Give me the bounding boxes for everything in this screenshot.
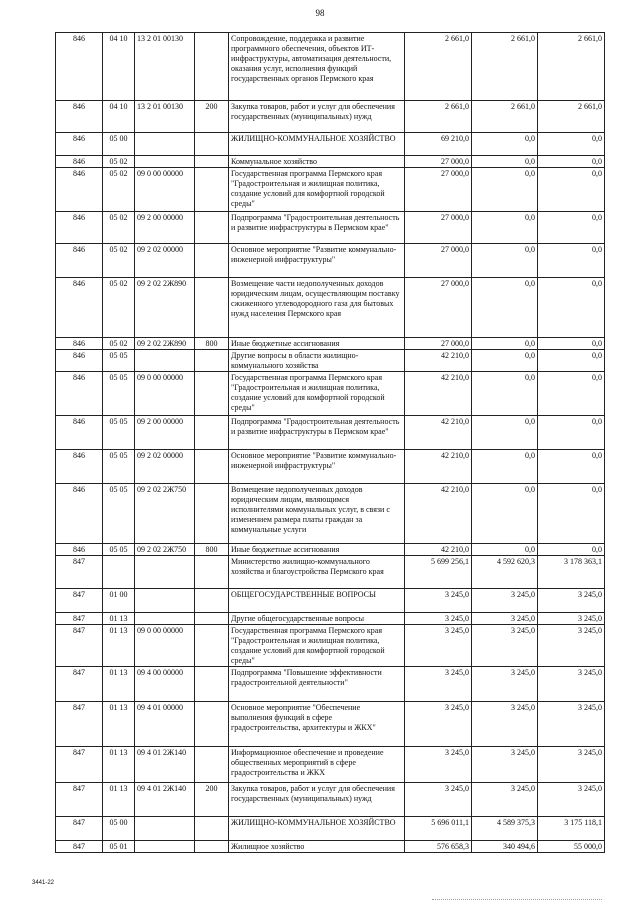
cell-amount-year1: 27 000,0 [405, 212, 472, 244]
cell-amount-year1: 27 000,0 [405, 278, 472, 338]
cell-amount-year1: 3 245,0 [405, 783, 472, 817]
cell-amount-year3: 55 000,0 [538, 841, 605, 853]
cell-code: 846 [56, 212, 103, 244]
cell-target-article: 13 2 01 00130 [135, 33, 195, 101]
table-row [56, 589, 605, 613]
cell-section: 05 02 [103, 156, 135, 168]
cell-code: 846 [56, 338, 103, 350]
cell-section: 01 00 [103, 589, 135, 613]
cell-amount-year2: 0,0 [472, 372, 538, 416]
cell-code: 846 [56, 544, 103, 556]
cell-expense-type [195, 168, 229, 212]
cell-amount-year2: 3 245,0 [472, 613, 538, 625]
cell-amount-year1: 3 245,0 [405, 613, 472, 625]
table-row [56, 783, 605, 817]
cell-amount-year1: 5 696 011,1 [405, 817, 472, 841]
table-row [56, 667, 605, 702]
cell-name: Подпрограмма "Повышение эффективности градостроительной деятельности" [229, 667, 405, 702]
cell-amount-year3: 3 245,0 [538, 589, 605, 613]
cell-name: Основное мероприятие "Развитие коммунально-инженерной инфраструктуры" [229, 244, 405, 278]
cell-target-article: 09 4 01 2Ж140 [135, 747, 195, 783]
cell-amount-year3: 0,0 [538, 278, 605, 338]
cell-name: Иные бюджетные ассигнования [229, 338, 405, 350]
cell-amount-year1: 27 000,0 [405, 156, 472, 168]
cell-amount-year2: 0,0 [472, 244, 538, 278]
cell-amount-year2: 2 661,0 [472, 33, 538, 101]
cell-name: Государственная программа Пермского края "Градостроительная и жилищная политика, создание условий для комфортной городской среды" [229, 625, 405, 667]
cell-amount-year1: 27 000,0 [405, 168, 472, 212]
cell-amount-year2: 0,0 [472, 168, 538, 212]
cell-section: 05 02 [103, 212, 135, 244]
cell-section: 05 00 [103, 133, 135, 156]
cell-section: 04 10 [103, 33, 135, 101]
cell-amount-year1: 3 245,0 [405, 589, 472, 613]
cell-code: 847 [56, 667, 103, 702]
cell-expense-type [195, 747, 229, 783]
cell-target-article: 09 0 00 00000 [135, 372, 195, 416]
cell-expense-type [195, 372, 229, 416]
cell-target-article: 09 2 02 2Ж750 [135, 484, 195, 544]
cell-amount-year3: 0,0 [538, 156, 605, 168]
cell-amount-year3: 3 245,0 [538, 702, 605, 747]
cell-amount-year1: 2 661,0 [405, 33, 472, 101]
table-row [56, 817, 605, 841]
cell-amount-year1: 42 210,0 [405, 416, 472, 450]
cell-amount-year1: 42 210,0 [405, 544, 472, 556]
cell-code: 846 [56, 101, 103, 133]
cell-name: ОБЩЕГОСУДАРСТВЕННЫЕ ВОПРОСЫ [229, 589, 405, 613]
table-row [56, 133, 605, 156]
cell-code: 846 [56, 244, 103, 278]
table-row [56, 350, 605, 372]
cell-amount-year3: 3 245,0 [538, 783, 605, 817]
cell-expense-type [195, 556, 229, 589]
cell-code: 847 [56, 747, 103, 783]
cell-amount-year3: 0,0 [538, 350, 605, 372]
cell-expense-type [195, 625, 229, 667]
cell-name: Информационное обеспечение и проведение общественных мероприятий в сфере градостроительства и ЖКХ [229, 747, 405, 783]
cell-expense-type: 800 [195, 338, 229, 350]
cell-amount-year1: 69 210,0 [405, 133, 472, 156]
cell-amount-year1: 42 210,0 [405, 372, 472, 416]
cell-name: Сопровождение, поддержка и развитие программного обеспечения, объектов ИТ-инфраструктуры, автоматизация деятельности, оказания услуг, исполнения функций государственных органов Пермского края [229, 33, 405, 101]
table-row [56, 484, 605, 544]
cell-amount-year2: 0,0 [472, 278, 538, 338]
cell-target-article: 09 2 02 00000 [135, 244, 195, 278]
cell-amount-year3: 0,0 [538, 338, 605, 350]
cell-code: 846 [56, 416, 103, 450]
budget-table [55, 32, 605, 853]
cell-amount-year2: 0,0 [472, 484, 538, 544]
table-row [56, 416, 605, 450]
cell-amount-year3: 0,0 [538, 416, 605, 450]
cell-section: 01 13 [103, 702, 135, 747]
cell-amount-year3: 0,0 [538, 544, 605, 556]
cell-amount-year2: 3 245,0 [472, 747, 538, 783]
cell-code: 847 [56, 625, 103, 667]
cell-code: 846 [56, 484, 103, 544]
table-row [56, 212, 605, 244]
cell-name: Закупка товаров, работ и услуг для обеспечения государственных (муниципальных) нужд [229, 101, 405, 133]
cell-target-article: 13 2 01 00130 [135, 101, 195, 133]
cell-target-article [135, 133, 195, 156]
cell-section [103, 556, 135, 589]
cell-target-article: 09 2 02 2Ж890 [135, 278, 195, 338]
cell-name: Основное мероприятие "Обеспечение выполнения функций в сфере градостроительства, архитектуры и ЖКХ" [229, 702, 405, 747]
cell-code: 847 [56, 702, 103, 747]
cell-name: Другие общегосударственные вопросы [229, 613, 405, 625]
cell-target-article: 09 2 00 00000 [135, 212, 195, 244]
cell-name: Жилищное хозяйство [229, 841, 405, 853]
table-row [56, 613, 605, 625]
cell-name: Подпрограмма "Градостроительная деятельность и развитие инфраструктуры в Пермском крае" [229, 212, 405, 244]
cell-amount-year2: 3 245,0 [472, 783, 538, 817]
cell-expense-type [195, 33, 229, 101]
cell-expense-type [195, 484, 229, 544]
cell-section: 01 13 [103, 783, 135, 817]
cell-section: 01 13 [103, 613, 135, 625]
cell-amount-year2: 4 592 620,3 [472, 556, 538, 589]
table-row [56, 372, 605, 416]
cell-amount-year2: 0,0 [472, 544, 538, 556]
cell-section: 01 13 [103, 747, 135, 783]
cell-name: Министерство жилищно-коммунального хозяйства и благоустройства Пермского края [229, 556, 405, 589]
cell-target-article: 09 4 01 2Ж140 [135, 783, 195, 817]
cell-section: 05 02 [103, 168, 135, 212]
cell-code: 847 [56, 589, 103, 613]
table-row [56, 33, 605, 101]
cell-section: 04 10 [103, 101, 135, 133]
table-row [56, 338, 605, 350]
cell-amount-year3: 0,0 [538, 484, 605, 544]
cell-section: 05 05 [103, 372, 135, 416]
cell-amount-year2: 3 245,0 [472, 702, 538, 747]
cell-code: 846 [56, 450, 103, 484]
cell-target-article: 09 2 02 00000 [135, 450, 195, 484]
cell-amount-year2: 3 245,0 [472, 625, 538, 667]
cell-target-article [135, 156, 195, 168]
cell-name: Возмещение недополученных доходов юридическим лицам, являющимся исполнителями коммунальных услуг, в связи с изменением размера платы граждан за коммунальные услуги [229, 484, 405, 544]
cell-expense-type [195, 841, 229, 853]
cell-amount-year2: 0,0 [472, 416, 538, 450]
cell-amount-year2: 0,0 [472, 212, 538, 244]
cell-name: ЖИЛИЩНО-КОММУНАЛЬНОЕ ХОЗЯЙСТВО [229, 133, 405, 156]
table-row [56, 544, 605, 556]
cell-section: 05 01 [103, 841, 135, 853]
cell-target-article [135, 841, 195, 853]
cell-amount-year1: 3 245,0 [405, 747, 472, 783]
cell-section: 05 00 [103, 817, 135, 841]
table-row [56, 244, 605, 278]
cell-amount-year3: 0,0 [538, 244, 605, 278]
cell-amount-year1: 27 000,0 [405, 338, 472, 350]
cell-name: Государственная программа Пермского края "Градостроительная и жилищная политика, создание условий для комфортной городской среды" [229, 372, 405, 416]
cell-section: 05 05 [103, 450, 135, 484]
cell-amount-year2: 0,0 [472, 450, 538, 484]
footer-code: 3441-22 [32, 880, 55, 886]
table-row [56, 841, 605, 853]
cell-expense-type [195, 667, 229, 702]
cell-amount-year2: 0,0 [472, 350, 538, 372]
cell-amount-year3: 0,0 [538, 372, 605, 416]
cell-name: Другие вопросы в области жилищно-коммунального хозяйства [229, 350, 405, 372]
cell-section: 01 13 [103, 667, 135, 702]
cell-name: Государственная программа Пермского края "Градостроительная и жилищная политика, создание условий для комфортной городской среды" [229, 168, 405, 212]
cell-amount-year2: 0,0 [472, 338, 538, 350]
cell-code: 847 [56, 556, 103, 589]
table-row [56, 556, 605, 589]
cell-section: 05 05 [103, 484, 135, 544]
cell-expense-type [195, 450, 229, 484]
cell-amount-year2: 0,0 [472, 156, 538, 168]
table-row [56, 168, 605, 212]
cell-amount-year3: 0,0 [538, 168, 605, 212]
cell-expense-type [195, 212, 229, 244]
cell-code: 847 [56, 783, 103, 817]
cell-target-article [135, 817, 195, 841]
cell-expense-type: 200 [195, 101, 229, 133]
cell-name: ЖИЛИЩНО-КОММУНАЛЬНОЕ ХОЗЯЙСТВО [229, 817, 405, 841]
cell-name: Основное мероприятие "Развитие коммунально-инженерной инфраструктуры" [229, 450, 405, 484]
cell-target-article: 09 2 02 2Ж750 [135, 544, 195, 556]
cell-expense-type [195, 416, 229, 450]
cell-name: Подпрограмма "Градостроительная деятельность и развитие инфраструктуры в Пермском крае" [229, 416, 405, 450]
cell-expense-type [195, 278, 229, 338]
cell-section: 05 02 [103, 244, 135, 278]
cell-amount-year2: 0,0 [472, 133, 538, 156]
cell-section: 01 13 [103, 625, 135, 667]
cell-code: 847 [56, 817, 103, 841]
cell-expense-type [195, 156, 229, 168]
cell-amount-year3: 2 661,0 [538, 101, 605, 133]
cell-code: 846 [56, 133, 103, 156]
cell-target-article: 09 2 02 2Ж890 [135, 338, 195, 350]
cell-name: Возмещение части недополученных доходов юридическим лицам, осуществляющим поставку сжиженного углеводородного газа для бытовых нужд населения Пермского края [229, 278, 405, 338]
cell-amount-year1: 3 245,0 [405, 667, 472, 702]
table-row [56, 156, 605, 168]
cell-target-article [135, 589, 195, 613]
cell-amount-year2: 3 245,0 [472, 667, 538, 702]
cell-target-article [135, 556, 195, 589]
table-row [56, 702, 605, 747]
cell-expense-type: 800 [195, 544, 229, 556]
cell-amount-year1: 576 658,3 [405, 841, 472, 853]
cell-expense-type [195, 817, 229, 841]
cell-target-article: 09 4 00 00000 [135, 667, 195, 702]
cell-amount-year3: 3 245,0 [538, 747, 605, 783]
cell-target-article: 09 4 01 00000 [135, 702, 195, 747]
cell-amount-year1: 2 661,0 [405, 101, 472, 133]
cell-amount-year1: 3 245,0 [405, 702, 472, 747]
page-number: 98 [315, 8, 325, 18]
cell-expense-type [195, 244, 229, 278]
cell-target-article: 09 0 00 00000 [135, 625, 195, 667]
cell-target-article: 09 0 00 00000 [135, 168, 195, 212]
table-row [56, 278, 605, 338]
cell-amount-year3: 0,0 [538, 450, 605, 484]
cell-expense-type: 200 [195, 783, 229, 817]
cell-code: 847 [56, 613, 103, 625]
cell-amount-year3: 3 245,0 [538, 613, 605, 625]
cell-expense-type [195, 589, 229, 613]
cell-section: 05 05 [103, 544, 135, 556]
cell-target-article [135, 613, 195, 625]
cell-amount-year1: 42 210,0 [405, 350, 472, 372]
cell-code: 846 [56, 156, 103, 168]
cell-section: 05 05 [103, 416, 135, 450]
table-row [56, 625, 605, 667]
cell-expense-type [195, 613, 229, 625]
cell-amount-year1: 42 210,0 [405, 484, 472, 544]
cell-amount-year3: 3 175 118,1 [538, 817, 605, 841]
cell-section: 05 05 [103, 350, 135, 372]
cell-amount-year3: 3 245,0 [538, 667, 605, 702]
cell-amount-year3: 0,0 [538, 212, 605, 244]
cell-name: Закупка товаров, работ и услуг для обеспечения государственных (муниципальных) нужд [229, 783, 405, 817]
scan-mark [432, 899, 602, 902]
cell-amount-year3: 3 245,0 [538, 625, 605, 667]
cell-amount-year3: 0,0 [538, 133, 605, 156]
cell-code: 846 [56, 372, 103, 416]
cell-section: 05 02 [103, 338, 135, 350]
cell-target-article [135, 350, 195, 372]
cell-section: 05 02 [103, 278, 135, 338]
cell-amount-year1: 5 699 256,1 [405, 556, 472, 589]
cell-expense-type [195, 133, 229, 156]
cell-code: 846 [56, 350, 103, 372]
cell-expense-type [195, 702, 229, 747]
cell-amount-year1: 3 245,0 [405, 625, 472, 667]
table-row [56, 450, 605, 484]
cell-amount-year2: 2 661,0 [472, 101, 538, 133]
cell-amount-year1: 27 000,0 [405, 244, 472, 278]
cell-code: 846 [56, 168, 103, 212]
table-row [56, 101, 605, 133]
budget-table-body [56, 33, 605, 853]
cell-amount-year2: 340 494,6 [472, 841, 538, 853]
cell-name: Коммунальное хозяйство [229, 156, 405, 168]
cell-amount-year1: 42 210,0 [405, 450, 472, 484]
cell-amount-year2: 4 589 375,3 [472, 817, 538, 841]
cell-code: 847 [56, 841, 103, 853]
cell-expense-type [195, 350, 229, 372]
cell-code: 846 [56, 278, 103, 338]
cell-name: Иные бюджетные ассигнования [229, 544, 405, 556]
cell-amount-year3: 2 661,0 [538, 33, 605, 101]
table-row [56, 747, 605, 783]
cell-amount-year3: 3 178 363,1 [538, 556, 605, 589]
cell-amount-year2: 3 245,0 [472, 589, 538, 613]
cell-code: 846 [56, 33, 103, 101]
cell-target-article: 09 2 00 00000 [135, 416, 195, 450]
